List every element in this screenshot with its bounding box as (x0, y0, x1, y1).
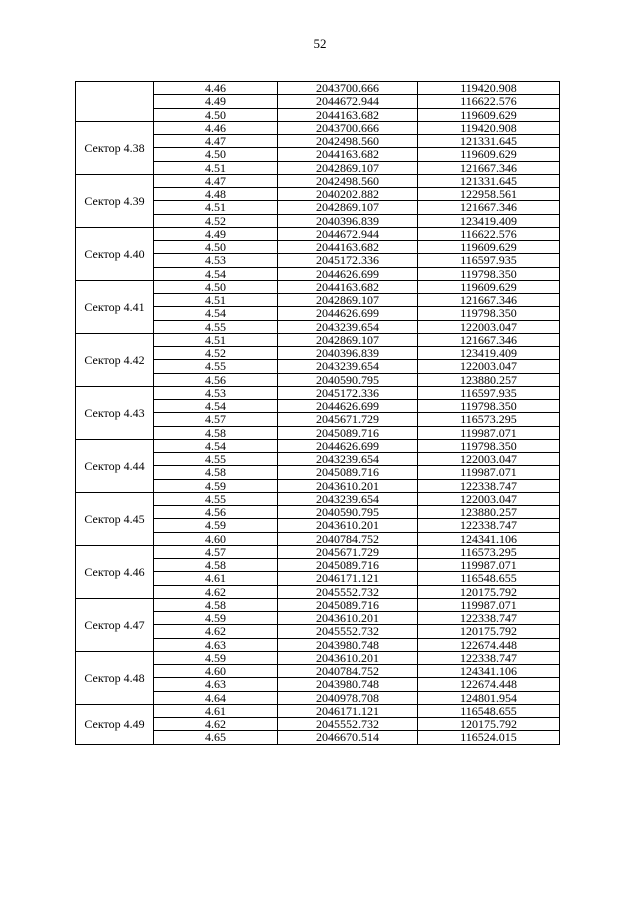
point-number: 4.61 (154, 704, 278, 717)
x-coordinate: 2040202.882 (278, 188, 418, 201)
point-number: 4.63 (154, 678, 278, 691)
y-coordinate: 119987.071 (418, 466, 560, 479)
x-coordinate: 2044672.944 (278, 95, 418, 108)
page-number: 52 (313, 36, 327, 51)
sector-label: Сектор 4.39 (76, 174, 154, 227)
point-number: 4.57 (154, 545, 278, 558)
y-coordinate: 122003.047 (418, 453, 560, 466)
x-coordinate: 2043700.666 (278, 121, 418, 134)
point-number: 4.52 (154, 347, 278, 360)
x-coordinate: 2042869.107 (278, 201, 418, 214)
point-number: 4.50 (154, 241, 278, 254)
sector-label: Сектор 4.44 (76, 439, 154, 492)
y-coordinate: 116573.295 (418, 413, 560, 426)
y-coordinate: 119987.071 (418, 426, 560, 439)
x-coordinate: 2044626.699 (278, 400, 418, 413)
point-number: 4.46 (154, 121, 278, 134)
x-coordinate: 2043700.666 (278, 82, 418, 95)
x-coordinate: 2044163.682 (278, 280, 418, 293)
y-coordinate: 119609.629 (418, 148, 560, 161)
y-coordinate: 122003.047 (418, 492, 560, 505)
y-coordinate: 123880.257 (418, 506, 560, 519)
x-coordinate: 2043610.201 (278, 519, 418, 532)
y-coordinate: 119420.908 (418, 121, 560, 134)
y-coordinate: 121667.346 (418, 161, 560, 174)
point-number: 4.53 (154, 254, 278, 267)
x-coordinate: 2043980.748 (278, 638, 418, 651)
coordinates-table (75, 81, 560, 745)
point-number: 4.50 (154, 148, 278, 161)
point-number: 4.51 (154, 161, 278, 174)
sector-label: Сектор 4.41 (76, 280, 154, 333)
x-coordinate: 2046171.121 (278, 704, 418, 717)
table-row (76, 121, 560, 134)
point-number: 4.56 (154, 373, 278, 386)
x-coordinate: 2042869.107 (278, 294, 418, 307)
y-coordinate: 116548.655 (418, 572, 560, 585)
y-coordinate: 123419.409 (418, 214, 560, 227)
y-coordinate: 116573.295 (418, 545, 560, 558)
x-coordinate: 2043610.201 (278, 479, 418, 492)
y-coordinate: 121667.346 (418, 294, 560, 307)
point-number: 4.57 (154, 413, 278, 426)
point-number: 4.55 (154, 492, 278, 505)
y-coordinate: 119609.629 (418, 280, 560, 293)
y-coordinate: 122958.561 (418, 188, 560, 201)
point-number: 4.58 (154, 466, 278, 479)
x-coordinate: 2040396.839 (278, 347, 418, 360)
point-number: 4.60 (154, 665, 278, 678)
point-number: 4.58 (154, 559, 278, 572)
table-row (76, 492, 560, 505)
y-coordinate: 119798.350 (418, 400, 560, 413)
y-coordinate: 121331.645 (418, 135, 560, 148)
y-coordinate: 121667.346 (418, 333, 560, 346)
x-coordinate: 2045172.336 (278, 386, 418, 399)
y-coordinate: 124341.106 (418, 665, 560, 678)
x-coordinate: 2042869.107 (278, 161, 418, 174)
y-coordinate: 122674.448 (418, 638, 560, 651)
point-number: 4.59 (154, 612, 278, 625)
point-number: 4.47 (154, 174, 278, 187)
x-coordinate: 2043239.654 (278, 320, 418, 333)
point-number: 4.58 (154, 598, 278, 611)
x-coordinate: 2040784.752 (278, 665, 418, 678)
point-number: 4.63 (154, 638, 278, 651)
x-coordinate: 2045552.732 (278, 585, 418, 598)
point-number: 4.61 (154, 572, 278, 585)
y-coordinate: 122003.047 (418, 360, 560, 373)
table-row (76, 439, 560, 452)
point-number: 4.65 (154, 731, 278, 744)
y-coordinate: 124801.954 (418, 691, 560, 704)
y-coordinate: 119798.350 (418, 267, 560, 280)
point-number: 4.54 (154, 267, 278, 280)
sector-label: Сектор 4.40 (76, 227, 154, 280)
point-number: 4.47 (154, 135, 278, 148)
sector-label: Сектор 4.47 (76, 598, 154, 651)
point-number: 4.58 (154, 426, 278, 439)
point-number: 4.60 (154, 532, 278, 545)
table-row (76, 651, 560, 664)
y-coordinate: 121667.346 (418, 201, 560, 214)
y-coordinate: 122338.747 (418, 519, 560, 532)
table-row (76, 280, 560, 293)
x-coordinate: 2040396.839 (278, 214, 418, 227)
x-coordinate: 2044163.682 (278, 108, 418, 121)
point-number: 4.56 (154, 506, 278, 519)
x-coordinate: 2044626.699 (278, 439, 418, 452)
y-coordinate: 122338.747 (418, 651, 560, 664)
x-coordinate: 2044626.699 (278, 307, 418, 320)
y-coordinate: 119987.071 (418, 559, 560, 572)
y-coordinate: 120175.792 (418, 585, 560, 598)
x-coordinate: 2043610.201 (278, 612, 418, 625)
point-number: 4.55 (154, 320, 278, 333)
point-number: 4.55 (154, 360, 278, 373)
table-row (76, 598, 560, 611)
y-coordinate: 122338.747 (418, 479, 560, 492)
x-coordinate: 2043610.201 (278, 651, 418, 664)
table-row (76, 386, 560, 399)
x-coordinate: 2045089.716 (278, 559, 418, 572)
y-coordinate: 122674.448 (418, 678, 560, 691)
x-coordinate: 2045552.732 (278, 718, 418, 731)
y-coordinate: 119798.350 (418, 439, 560, 452)
x-coordinate: 2040784.752 (278, 532, 418, 545)
x-coordinate: 2044626.699 (278, 267, 418, 280)
point-number: 4.46 (154, 82, 278, 95)
point-number: 4.62 (154, 718, 278, 731)
x-coordinate: 2042498.560 (278, 135, 418, 148)
y-coordinate: 123880.257 (418, 373, 560, 386)
x-coordinate: 2045089.716 (278, 426, 418, 439)
x-coordinate: 2044163.682 (278, 241, 418, 254)
point-number: 4.51 (154, 294, 278, 307)
y-coordinate: 119798.350 (418, 307, 560, 320)
x-coordinate: 2044672.944 (278, 227, 418, 240)
table-row (76, 82, 560, 95)
sector-label: Сектор 4.49 (76, 704, 154, 744)
y-coordinate: 116597.935 (418, 254, 560, 267)
point-number: 4.49 (154, 95, 278, 108)
x-coordinate: 2042498.560 (278, 174, 418, 187)
point-number: 4.54 (154, 439, 278, 452)
y-coordinate: 124341.106 (418, 532, 560, 545)
y-coordinate: 119609.629 (418, 241, 560, 254)
point-number: 4.59 (154, 651, 278, 664)
sector-label: Сектор 4.43 (76, 386, 154, 439)
point-number: 4.55 (154, 453, 278, 466)
point-number: 4.59 (154, 519, 278, 532)
x-coordinate: 2043239.654 (278, 360, 418, 373)
y-coordinate: 121331.645 (418, 174, 560, 187)
point-number: 4.53 (154, 386, 278, 399)
x-coordinate: 2045552.732 (278, 625, 418, 638)
x-coordinate: 2044163.682 (278, 148, 418, 161)
point-number: 4.51 (154, 201, 278, 214)
point-number: 4.62 (154, 585, 278, 598)
y-coordinate: 123419.409 (418, 347, 560, 360)
x-coordinate: 2043980.748 (278, 678, 418, 691)
x-coordinate: 2040590.795 (278, 373, 418, 386)
point-number: 4.54 (154, 307, 278, 320)
table-row (76, 174, 560, 187)
sector-label: Сектор 4.48 (76, 651, 154, 704)
point-number: 4.52 (154, 214, 278, 227)
y-coordinate: 116622.576 (418, 95, 560, 108)
table-row (76, 333, 560, 346)
y-coordinate: 122338.747 (418, 612, 560, 625)
x-coordinate: 2045172.336 (278, 254, 418, 267)
point-number: 4.51 (154, 333, 278, 346)
y-coordinate: 116597.935 (418, 386, 560, 399)
point-number: 4.59 (154, 479, 278, 492)
point-number: 4.62 (154, 625, 278, 638)
table-row (76, 545, 560, 558)
x-coordinate: 2046171.121 (278, 572, 418, 585)
point-number: 4.48 (154, 188, 278, 201)
x-coordinate: 2043239.654 (278, 492, 418, 505)
y-coordinate: 119420.908 (418, 82, 560, 95)
y-coordinate: 120175.792 (418, 718, 560, 731)
point-number: 4.50 (154, 280, 278, 293)
sector-label (76, 82, 154, 122)
point-number: 4.54 (154, 400, 278, 413)
x-coordinate: 2045671.729 (278, 413, 418, 426)
y-coordinate: 119987.071 (418, 598, 560, 611)
sector-label: Сектор 4.46 (76, 545, 154, 598)
sector-label: Сектор 4.38 (76, 121, 154, 174)
y-coordinate: 122003.047 (418, 320, 560, 333)
x-coordinate: 2040978.708 (278, 691, 418, 704)
sector-label: Сектор 4.45 (76, 492, 154, 545)
y-coordinate: 119609.629 (418, 108, 560, 121)
x-coordinate: 2045089.716 (278, 598, 418, 611)
point-number: 4.50 (154, 108, 278, 121)
x-coordinate: 2045089.716 (278, 466, 418, 479)
y-coordinate: 116548.655 (418, 704, 560, 717)
x-coordinate: 2045671.729 (278, 545, 418, 558)
table-row (76, 704, 560, 717)
sector-label: Сектор 4.42 (76, 333, 154, 386)
x-coordinate: 2042869.107 (278, 333, 418, 346)
point-number: 4.49 (154, 227, 278, 240)
table-row (76, 227, 560, 240)
coordinates-table-body (76, 82, 560, 745)
y-coordinate: 116622.576 (418, 227, 560, 240)
x-coordinate: 2040590.795 (278, 506, 418, 519)
y-coordinate: 116524.015 (418, 731, 560, 744)
x-coordinate: 2046670.514 (278, 731, 418, 744)
point-number: 4.64 (154, 691, 278, 704)
y-coordinate: 120175.792 (418, 625, 560, 638)
x-coordinate: 2043239.654 (278, 453, 418, 466)
